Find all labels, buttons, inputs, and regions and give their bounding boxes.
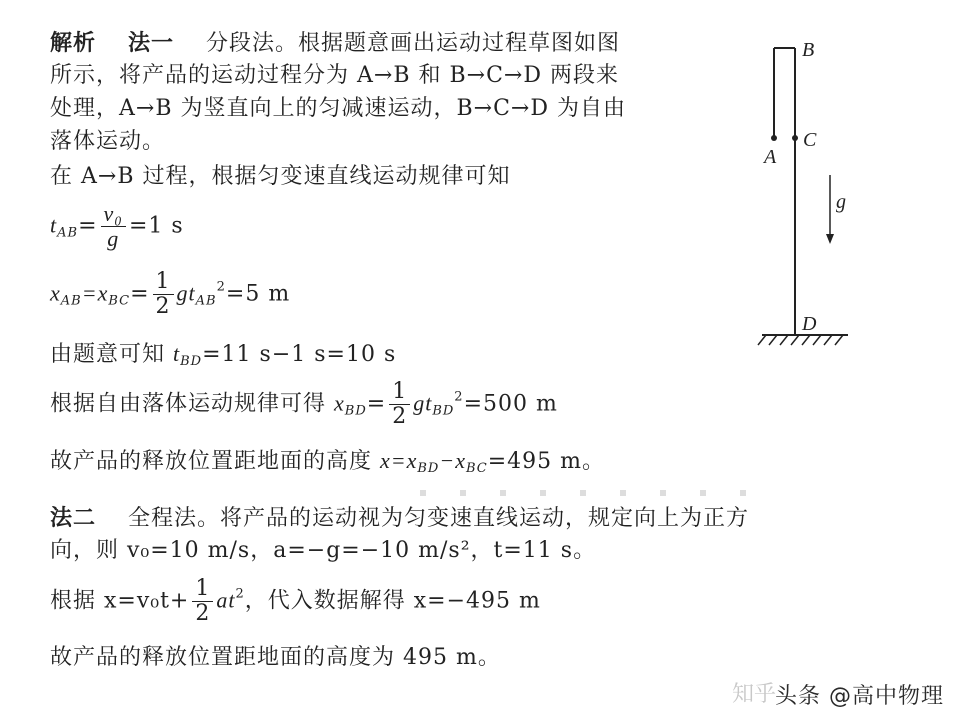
motion-diagram xyxy=(750,30,860,350)
line-2: 所示，将产品的运动过程分为 A→B 和 B→C→D 两段来 xyxy=(50,63,619,88)
equation-t-bd: 由题意可知 $t_{BD}=11$ s−1 s=10 s xyxy=(50,341,397,369)
equation-height: 故产品的释放位置距地面的高度 $x=x_{BD}-x_{BC}=495$ m。 xyxy=(50,448,606,476)
label-g: g xyxy=(836,191,846,213)
watermark-faint: 知乎 xyxy=(732,682,777,707)
method-two-intro: 全程法。将产品的运动视为匀变速直线运动，规定向上为正方 xyxy=(128,506,750,531)
method-one-title: 法一 xyxy=(128,30,175,56)
method-two-title: 法二 xyxy=(50,505,97,531)
method-two-line-2: 向，则 v₀=10 m/s，a=−g=−10 m/s²，t=11 s。 xyxy=(50,538,597,563)
label-d: D xyxy=(802,313,817,335)
equation-t-ab: $t_{AB}=$ $\frac{\text{v₀}}{g}$ =1 s xyxy=(50,201,184,251)
line-method-two xyxy=(50,505,749,532)
line-1 xyxy=(50,30,620,57)
line-5: 在 A→B 过程，根据匀变速直线运动规律可知 xyxy=(50,164,511,189)
label-c: C xyxy=(803,129,817,151)
equation-full-motion: 根据 x=v₀t+ $\frac{1}{2}$ $at^2$，代入数据解得 x=−495 m xyxy=(50,576,541,626)
gravity-arrowhead xyxy=(826,234,834,244)
point-c xyxy=(792,135,798,141)
method-one-intro: 分段法。根据题意画出运动过程草图如图 xyxy=(206,31,621,56)
label-a: A xyxy=(764,146,777,168)
ground-hatch xyxy=(758,335,843,345)
line-3: 处理，A→B 为竖直向上的匀减速运动，B→C→D 为自由 xyxy=(50,96,626,121)
equation-x-bd: 根据自由落体运动规律可得 $x_{BD}=$ $\frac{1}{2}$ $gt_{BD}^2=500$ m xyxy=(50,379,558,429)
heading: 解析 xyxy=(50,30,97,56)
label-b: B xyxy=(802,39,815,61)
method-two-conclusion: 故产品的释放位置距地面的高度为 495 m。 xyxy=(50,645,501,670)
point-a xyxy=(771,135,777,141)
watermark: 头条 @高中物理 xyxy=(775,684,944,709)
line-4: 落体运动。 xyxy=(50,129,166,154)
scan-artifact xyxy=(420,490,750,496)
equation-x-ab: $x_{AB}=x_{BC}=$ $\frac{1}{2}$ $gt_{AB}^2=5$ m xyxy=(50,269,291,319)
